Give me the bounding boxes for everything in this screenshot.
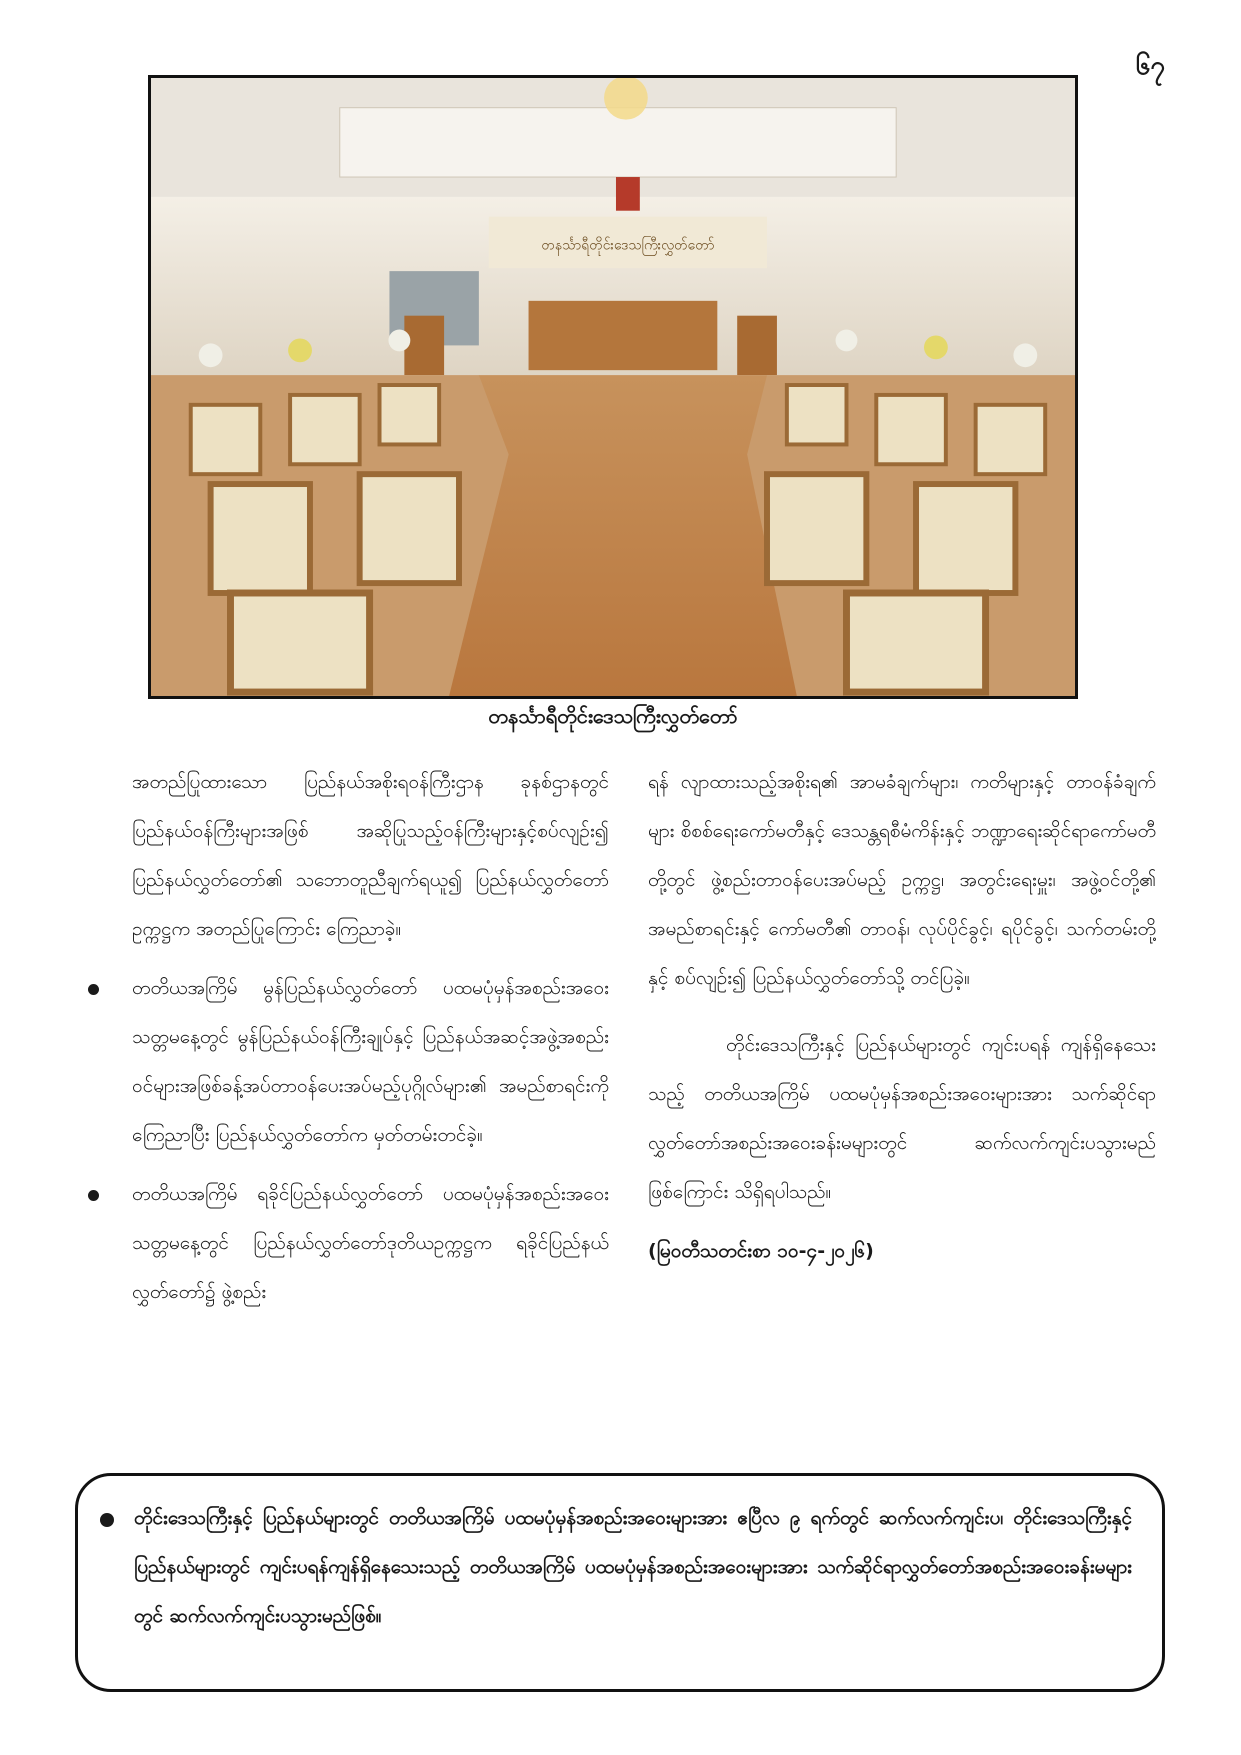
bullet-item-mon (104, 964, 609, 1160)
chair (916, 484, 1015, 593)
chair (787, 385, 847, 444)
left-podium (404, 316, 444, 375)
page-number: ၆၇ (1135, 51, 1165, 81)
highlight-text: တိုင်းဒေသကြီးနှင့် ပြည်နယ်များတွင် တတိယအကြိမ် ပထမပုံမှန်အစည်းအဝေးများအား ဧပြီလ ၉ ရက်တွင် ဆက်လက်ကျင်းပ၊ တိုင်းဒေသကြီးနှင့် ပြည်နယ်များတွင် ကျင်းပရန်ကျန်ရှိနေသေးသည့် တတိယအကြိမ် ပထမပုံမှန်အစည်းအဝေးများအား သက်ဆိုင်ရာလွှတ်တော်အစည်းအဝေးခန်းမများတွင် ဆက်လက်ကျင်းပသွားမည်ဖြစ်။ (134, 1507, 1132, 1627)
chair (767, 474, 866, 583)
chair (976, 405, 1046, 474)
chair (876, 395, 946, 464)
chair (211, 484, 310, 593)
chair (380, 385, 440, 444)
bullet-text: တတိယအကြိမ် မွန်ပြည်နယ်လွှတ်တော် ပထမပုံမှန်အစည်းအဝေး သတ္တမနေ့တွင် မွန်ပြည်နယ်ဝန်ကြီးချုပ်နှင့် ပြည်နယ်အဆင့်အဖွဲ့အစည်းဝင်များအဖြစ်ခန့်အပ်တာဝန်ပေးအပ်မည့်ပုဂ္ဂိုလ်များ၏ အမည်စာရင်းကိုကြေညာပြီး ပြည်နယ်လွှတ်တော်က မှတ်တမ်းတင်ခဲ့။ (132, 977, 609, 1146)
speaker-desk (529, 301, 718, 370)
delegate (836, 330, 858, 352)
bullet-item-rakhine (104, 1170, 609, 1317)
chair (191, 405, 261, 474)
bullet-icon (88, 984, 99, 995)
highlight-box (75, 1473, 1165, 1692)
left-column (104, 758, 609, 1317)
delegate (924, 336, 948, 360)
intro-paragraph: အတည်ပြုထားသော ပြည်နယ်အစိုးရဝန်ကြီးဌာန ခုနစ်ဌာနတွင် ပြည်နယ်ဝန်ကြီးများအဖြစ် အဆိုပြုသည့်ဝန်ကြီးများနှင့်စပ်လျဉ်း၍ ပြည်နယ်လွှတ်တော်၏ သဘောတူညီချက်ရယူ၍ ပြည်နယ်လွှတ်တော်ဥက္ကဋ္ဌက အတည်ပြုကြောင်း ကြေညာခဲ့။ (132, 771, 609, 940)
photo-caption: တနင်္သာရီတိုင်းဒေသကြီးလွှတ်တော် (488, 704, 738, 728)
highlight-text-wrapper (134, 1494, 1132, 1641)
delegate (199, 343, 223, 367)
chair (290, 395, 360, 464)
delegate (1013, 343, 1037, 367)
right-podium (737, 316, 777, 375)
delegate (388, 330, 410, 352)
chandelier (604, 78, 648, 120)
assembly-hall-photo (151, 78, 1075, 696)
bullet-icon (88, 1190, 99, 1201)
delegate (288, 338, 312, 362)
bullet-icon (100, 1513, 114, 1527)
chair (846, 593, 985, 692)
ceiling-recess (340, 108, 896, 177)
right-column (648, 758, 1156, 1276)
hall-sign: တနင်္သာရီတိုင်းဒေသကြီးလွှတ်တော် (541, 237, 715, 254)
source-citation: (မြဝတီသတင်းစာ ၁၀-၄-၂၀၂၆) (648, 1240, 874, 1262)
chair (360, 474, 459, 583)
continuation-paragraph: ရန် လျာထားသည့်အစိုးရ၏ အာမခံချက်များ၊ ကတိများနှင့် တာဝန်ခံချက်များ စိစစ်ရေးကော်မတီနှင့် ဒေသန္တရစီမံကိန်းနှင့် ဘဏ္ဍာရေးဆိုင်ရာကော်မတီတို့တွင် ဖွဲ့စည်းတာဝန်ပေးအပ်မည့် ဥက္ကဋ္ဌ၊ အတွင်းရေးမှူး၊ အဖွဲ့ဝင်တို့၏ အမည်စာရင်းနှင့် ကော်မတီ၏ တာဝန်၊ လုပ်ပိုင်ခွင့်၊ ရပိုင်ခွင့်၊ သက်တမ်းတို့နှင့် စပ်လျဉ်း၍ ပြည်နယ်လွှတ်တော်သို့ တင်ပြခဲ့။ (648, 771, 1156, 989)
photo-frame (148, 75, 1078, 699)
chair (230, 593, 369, 692)
closing-paragraph: တိုင်းဒေသကြီးနှင့် ပြည်နယ်များတွင် ကျင်းပရန် ကျန်ရှိနေသေးသည့် တတိယအကြိမ် ပထမပုံမှန်အစည်းအဝေးများအား သက်ဆိုင်ရာလွှတ်တော်အစည်းအဝေးခန်းမများတွင် ဆက်လက်ကျင်းပသွားမည်ဖြစ်ကြောင်း သိရှိရပါသည်။ (648, 1034, 1156, 1203)
emblem (616, 177, 640, 211)
bullet-text: တတိယအကြိမ် ရခိုင်ပြည်နယ်လွှတ်တော် ပထမပုံမှန်အစည်းအဝေး သတ္တမနေ့တွင် ပြည်နယ်လွှတ်တော်ဒုတိယဥက္ကဋ္ဌက ရခိုင်ပြည်နယ်လွှတ်တော်၌ ဖွဲ့စည်း (132, 1183, 609, 1303)
